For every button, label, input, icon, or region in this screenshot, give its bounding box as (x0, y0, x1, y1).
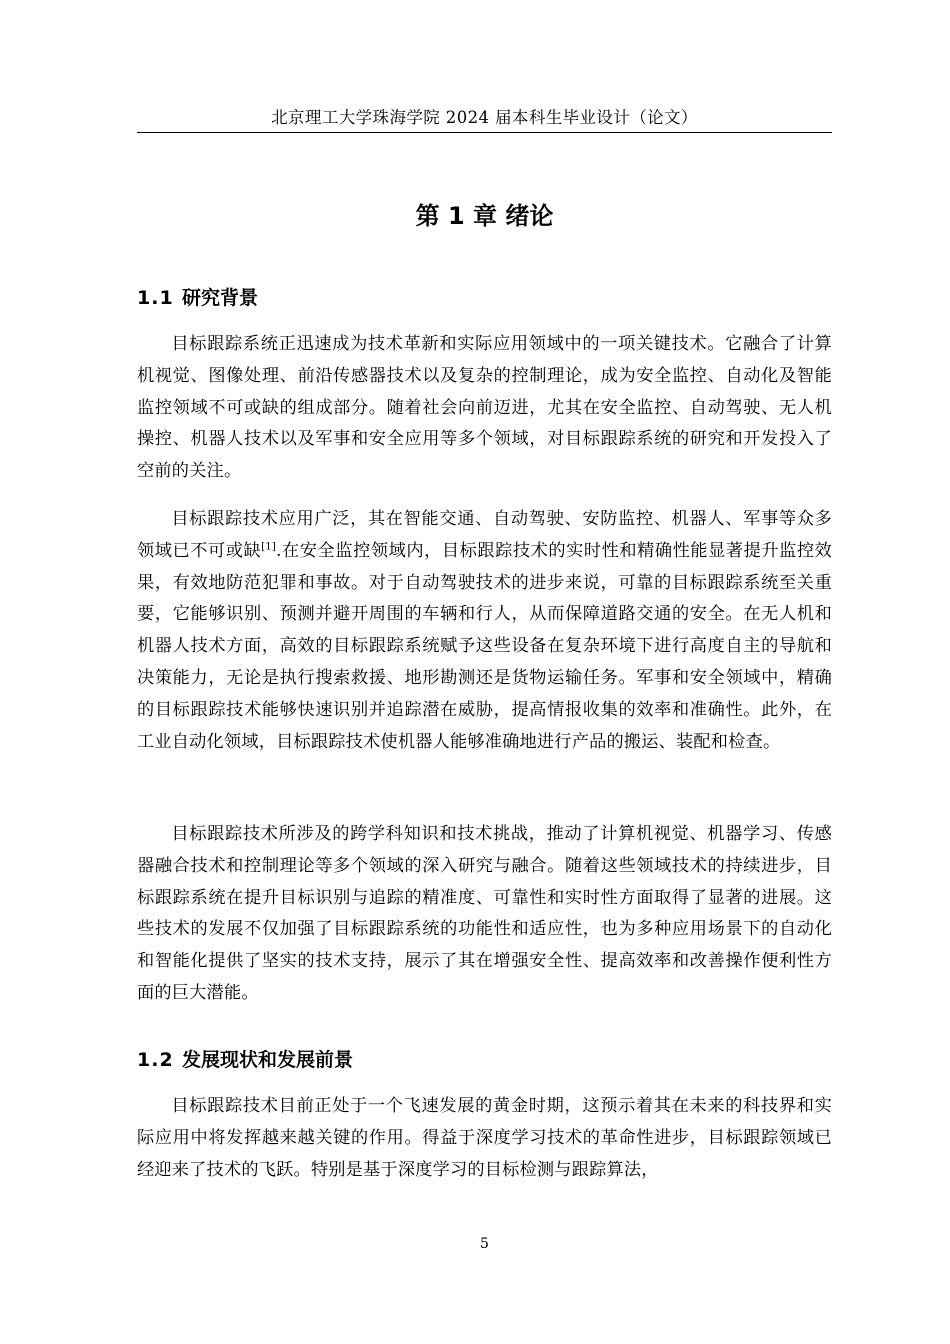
paragraph-text: 目标跟踪技术目前正处于一个飞速发展的黄金时期，这预示着其在未来的科技界和实际应用中将发挥越来越关键的作用。得益于深度学习技术的革命性进步，目标跟踪领域已经迎来了技术的飞跃。特别是基于深度学习的目标检测与跟踪算法， (137, 1096, 832, 1180)
section-title: 发展现状和发展前景 (182, 1049, 354, 1071)
section-title: 研究背景 (182, 287, 259, 309)
paragraph-text: 目标跟踪系统正迅速成为技术革新和实际应用领域中的一项关键技术。它融合了计算机视觉、图像处理、前沿传感器技术以及复杂的控制理论，成为安全监控、自动化及智能监控领域不可或缺的组成部分。随着社会向前迈进，尤其在安全监控、自动驾驶、无人机操控、机器人技术以及军事和安全应用等多个领域，对目标跟踪系统的研究和开发投入了空前的关注。 (137, 334, 832, 482)
paragraph (137, 504, 832, 758)
citation[interactable]: [1] (261, 541, 277, 553)
section-heading-1-1 (137, 283, 832, 313)
paragraph-text: .在安全监控领域内，目标跟踪技术的实时性和精确性能显著提升监控效果，有效地防范犯罪和事故。对于自动驾驶技术的进步来说，可靠的目标跟踪系统至关重要，它能够识别、预测并避开周围的车辆和行人，从而保障道路交通的安全。在无人机和机器人技术方面，高效的目标跟踪系统赋予这些设备在复杂环境下进行高度自主的导航和决策能力，无论是执行搜索救援、地形勘测还是货物运输任务。军事和安全领域中，精确的目标跟踪技术能够快速识别并追踪潜在威胁，提高情报收集的效率和准确性。此外，在工业自动化领域，目标跟踪技术使机器人能够准确地进行产品的搬运、装配和检查。 (137, 540, 832, 752)
page-number: 5 (480, 1236, 489, 1252)
chapter-title: 第 1 章 绪论 (415, 202, 554, 230)
paragraph (137, 329, 832, 488)
paragraph-text: 目标跟踪技术应用广泛，其在智能交通、自动驾驶、安防监控、机器人、军事等众多领域已不可或缺 (137, 509, 832, 561)
section-number: 1.2 (137, 1049, 174, 1071)
header-rule (137, 132, 832, 133)
section-heading-1-2 (137, 1045, 832, 1075)
paragraph (137, 819, 832, 1010)
section-number: 1.1 (137, 287, 174, 309)
running-header: 北京理工大学珠海学院 2024 届本科生毕业设计（论文） (271, 108, 698, 127)
paragraph-text: 目标跟踪技术所涉及的跨学科知识和技术挑战，推动了计算机视觉、机器学习、传感器融合技术和控制理论等多个领域的深入研究与融合。随着这些领域技术的持续进步，目标跟踪系统在提升目标识别与追踪的精准度、可靠性和实时性方面取得了显著的进展。这些技术的发展不仅加强了目标跟踪系统的功能性和适应性，也为多种应用场景下的自动化和智能化提供了坚实的技术支持，展示了其在增强安全性、提高效率和改善操作便利性方面的巨大潜能。 (137, 824, 832, 1003)
paragraph (137, 1091, 832, 1186)
